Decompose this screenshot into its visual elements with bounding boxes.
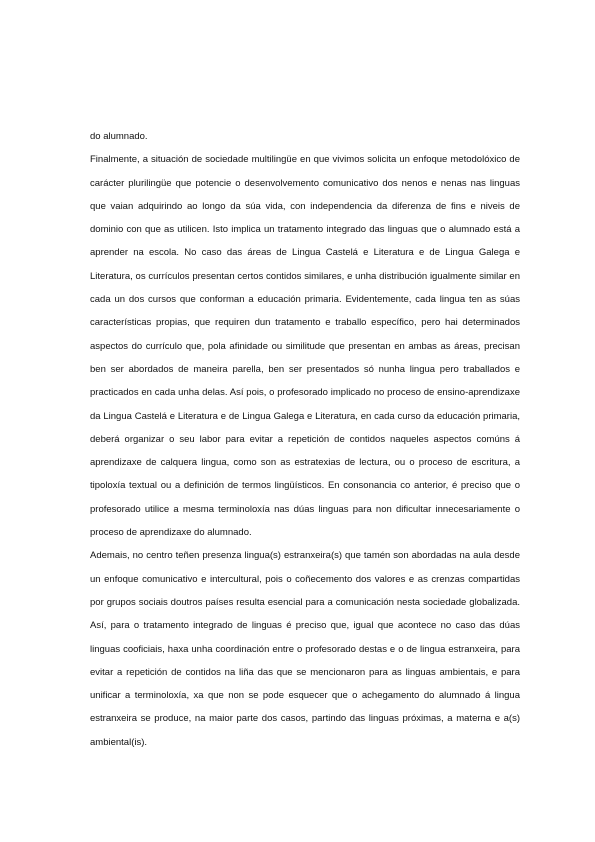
paragraph-continuation: do alumnado. — [90, 131, 148, 142]
paragraph-plurilingual-approach: Finalmente, a situación de sociedade multilingüe en que vivimos solicita un enfoque metodolóxico de carácter plurilingüe que potencie o desenvolvemento comunicativo dos nenos e nenas nas linguas que vaian adquirindo ao longo da súa vida, con independencia da diferenza de fins e niveis de dominio con que as utilicen. Isto implica un tratamento integrado das linguas que o alumnado está a aprender na escola. No caso das áreas de Lingua Castelá e Literatura e de Lingua Galega e Literatura, os currículos presentan certos contidos similares, e unha distribución igualmente similar en cada un dos cursos que conforman a educación primaria. Evidentemente, cada lingua ten as súas características propias, que requiren dun tratamento e traballo específico, pero hai determinados aspectos do currículo que, pola afinidade ou similitude que presentan en ambas as áreas, precisan ben ser abordados de maneira parella, ben ser presentados só nunha lingua pero traballados e practicados en cada unha delas. Así pois, o profesorado implicado no proceso de ensino-aprendizaxe da Lingua Castelá e Literatura e de Lingua Galega e Literatura, en cada curso da educación primaria, deberá organizar o seu labor para evitar a repetición de contidos naqueles aspectos comúns á aprendizaxe de calquera lingua, como son as estratexias de lectura, ou o proceso de escritura, a tipoloxía textual ou a definición de termos lingüísticos. En consonancia co anterior, é preciso que o profesorado utilice a mesma terminoloxía nas dúas linguas para non dificultar innecesariamente o proceso de aprendizaxe do alumnado. — [90, 154, 520, 539]
paragraph-foreign-languages: Ademais, no centro teñen presenza lingua(s) estranxeira(s) que tamén son abordadas na aula desde un enfoque comunicativo e intercultural, pois o coñecemento dos valores e as crenzas compartidas por grupos sociais doutros países resulta esencial para a comunicación nesta sociedade globalizada. Así, para o tratamento integrado de linguas é preciso que, igual que acontece no caso das dúas linguas cooficiais, haxa unha coordinación entre o profesorado destas e o de lingua estranxeira, para evitar a repetición de contidos na liña das que se mencionaron para as linguas ambientais, e para unificar a terminoloxía, xa que non se pode esquecer que o achegamento do alumnado á lingua estranxeira se produce, na maior parte dos casos, partindo das linguas próximas, a materna e a(s) ambiental(is). — [90, 550, 520, 748]
document-page — [90, 125, 520, 754]
